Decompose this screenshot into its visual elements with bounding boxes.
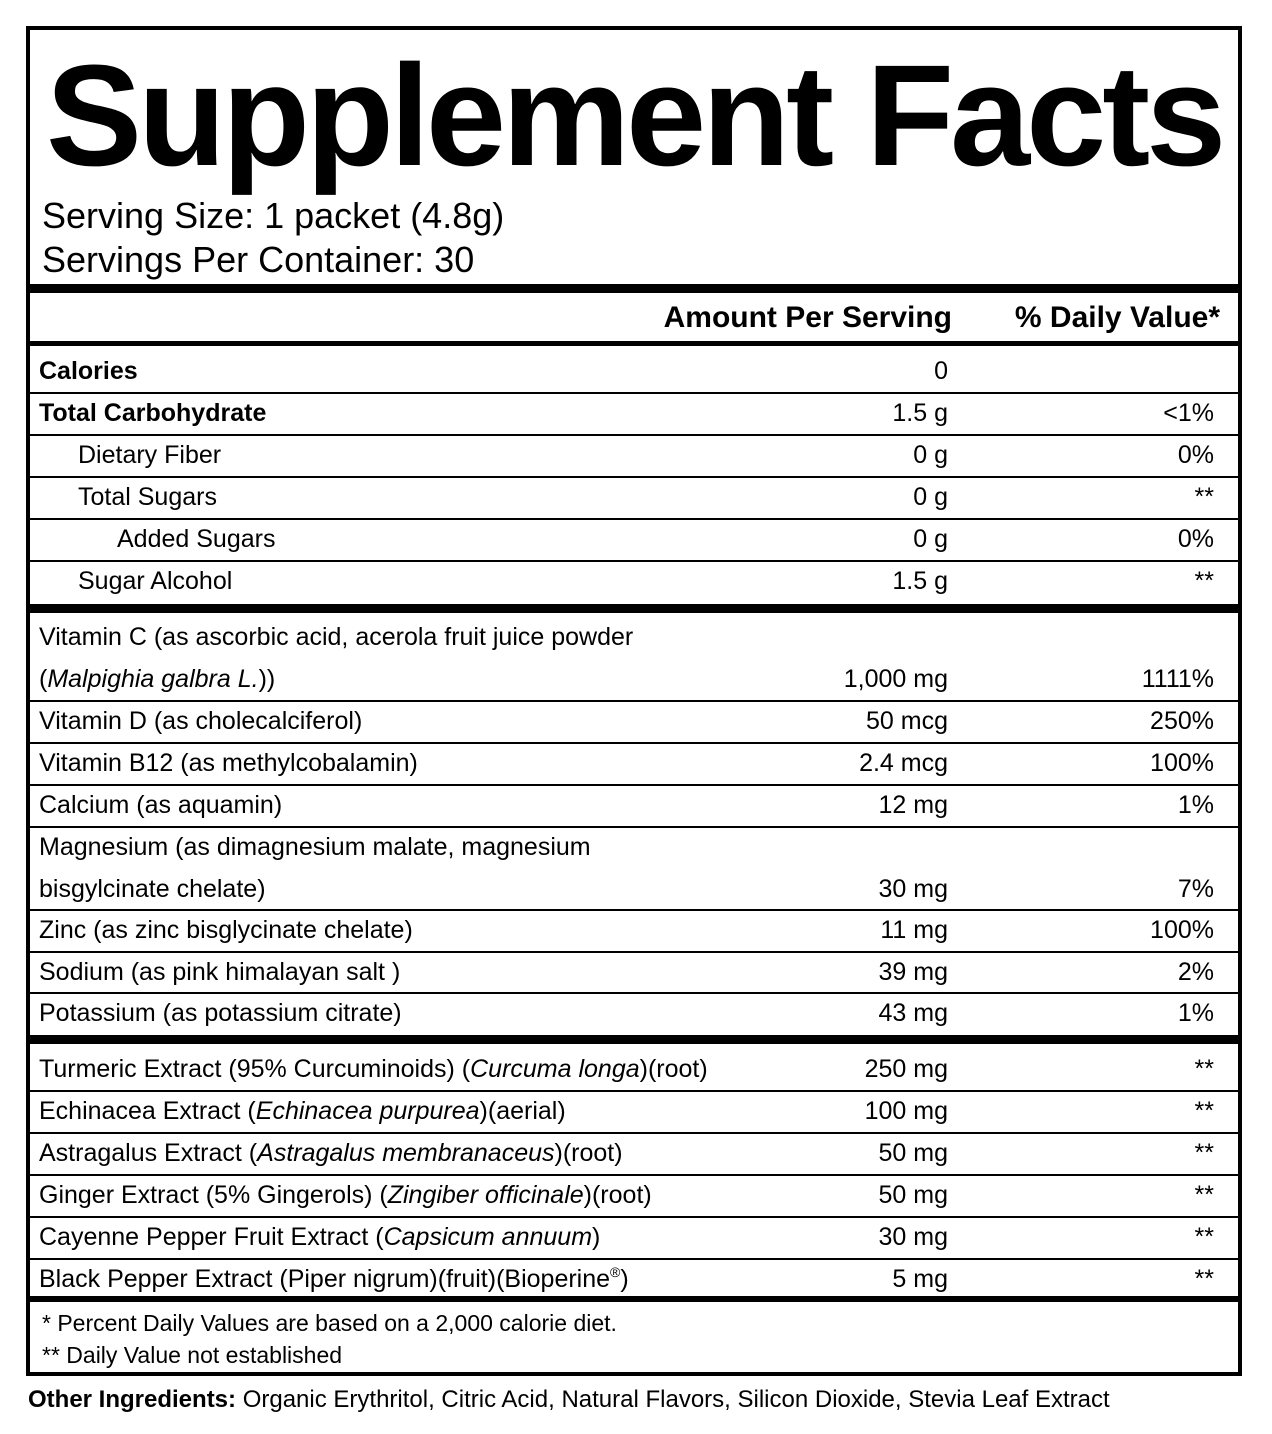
nutrient-amount: 1.5 g: [892, 567, 948, 595]
nutrient-daily-value: 0%: [1177, 525, 1214, 553]
nutrient-amount: 50 mcg: [866, 707, 948, 735]
nutrient-daily-value: 0%: [1177, 441, 1214, 469]
nutrient-name-line1: Vitamin C (as ascorbic acid, acerola fruit juice powder: [39, 623, 634, 651]
nutrient-row-vitamin-b12: [30, 743, 1238, 784]
nutrient-daily-value: 2%: [1177, 958, 1214, 986]
nutrient-amount: 11 mg: [880, 916, 948, 944]
ingredient-daily-value: **: [1194, 1139, 1214, 1167]
nutrient-name: Vitamin D (as cholecalciferol): [39, 707, 363, 735]
ingredient-amount: 250 mg: [864, 1055, 948, 1083]
nutrient-daily-value: <1%: [1163, 399, 1214, 427]
registered-mark: ®: [610, 1264, 621, 1280]
nutrient-amount: 1.5 g: [892, 399, 948, 427]
nutrient-name: Zinc (as zinc bisglycinate chelate): [39, 916, 413, 944]
nutrient-daily-value: 7%: [1177, 875, 1214, 903]
nutrient-name-line2: bisgylcinate chelate): [39, 875, 266, 903]
daily-value-header: % Daily Value*: [1014, 301, 1220, 334]
ingredient-amount: 50 mg: [878, 1181, 948, 1209]
nutrient-amount: 39 mg: [878, 958, 948, 986]
nutrient-amount: 0 g: [913, 525, 948, 553]
nutrient-daily-value: 1111%: [1141, 665, 1214, 693]
servings-per-container: Servings Per Container: 30: [42, 239, 475, 280]
supplement-facts-panel: [26, 26, 1242, 1376]
nutrient-amount: 30 mg: [878, 875, 948, 903]
nutrient-name: Vitamin B12 (as methylcobalamin): [39, 749, 418, 777]
nutrient-row-dietary-fiber: [30, 435, 1238, 476]
ingredient-daily-value: **: [1194, 1265, 1214, 1293]
nutrient-name: Potassium (as potassium citrate): [39, 999, 402, 1027]
ingredient-amount: 100 mg: [864, 1097, 948, 1125]
nutrient-row-zinc: [30, 910, 1238, 951]
ingredient-name: Turmeric Extract (95% Curcuminoids) (Curcuma longa)(root): [39, 1055, 708, 1083]
ingredient-row-black-pepper: [30, 1259, 1238, 1300]
nutrient-amount: 0 g: [913, 441, 948, 469]
ingredient-row-cayenne: [30, 1217, 1238, 1258]
nutrient-name: Total Carbohydrate: [39, 399, 267, 427]
ingredient-amount: 50 mg: [878, 1139, 948, 1167]
nutrient-daily-value: 250%: [1150, 707, 1214, 735]
ingredient-row-ginger: [30, 1175, 1238, 1216]
nutrient-name: Added Sugars: [117, 525, 276, 553]
ingredient-name: Ginger Extract (5% Gingerols) (Zingiber officinale)(root): [39, 1181, 652, 1209]
amount-per-serving-header: Amount Per Serving: [663, 301, 952, 334]
nutrient-amount: 43 mg: [878, 999, 948, 1027]
nutrient-row-potassium: [30, 993, 1238, 1034]
ingredient-row-turmeric: [30, 1049, 1238, 1090]
ingredient-name: Astragalus Extract (Astragalus membranaceus)(root): [39, 1139, 623, 1167]
nutrient-row-vitamin-d: [30, 701, 1238, 742]
ingredient-amount: 30 mg: [878, 1223, 948, 1251]
ingredient-name: Echinacea Extract (Echinacea purpurea)(aerial): [39, 1097, 566, 1125]
nutrient-row-magnesium: [30, 827, 1238, 909]
nutrient-amount: 1,000 mg: [843, 665, 948, 693]
nutrient-name: Sugar Alcohol: [78, 567, 233, 595]
nutrient-row-calories: [30, 351, 1238, 392]
nutrient-name: Calcium (as aquamin): [39, 791, 283, 819]
serving-size: Serving Size: 1 packet (4.8g): [42, 195, 505, 236]
nutrient-row-sodium: [30, 952, 1238, 993]
nutrient-amount: 2.4 mcg: [859, 749, 948, 777]
thick-divider: [30, 1296, 1238, 1302]
nutrient-name: Calories: [39, 357, 138, 385]
other-ingredients: [28, 1384, 1110, 1416]
nutrient-name-line1: Magnesium (as dimagnesium malate, magnesium: [39, 833, 591, 861]
nutrient-daily-value: 100%: [1150, 916, 1214, 944]
other-ingredients-text: Organic Erythritol, Citric Acid, Natural Flavors, Silicon Dioxide, Stevia Leaf Extract: [236, 1386, 1110, 1413]
nutrient-name: Dietary Fiber: [78, 441, 222, 469]
thick-divider: [30, 284, 1238, 293]
nutrient-daily-value: 1%: [1177, 999, 1214, 1027]
nutrient-row-total-sugars: [30, 477, 1238, 518]
nutrient-row-sugar-alcohol: [30, 561, 1238, 602]
header-divider: [30, 341, 1238, 346]
nutrient-name: Sodium (as pink himalayan salt ): [39, 958, 401, 986]
nutrient-daily-value: **: [1194, 567, 1214, 595]
ingredient-daily-value: **: [1194, 1055, 1214, 1083]
nutrient-daily-value: 100%: [1150, 749, 1214, 777]
nutrient-amount: 0: [934, 357, 948, 385]
ingredient-row-astragalus: [30, 1133, 1238, 1174]
nutrient-daily-value: **: [1194, 483, 1214, 511]
ingredient-amount: 5 mg: [892, 1265, 948, 1293]
thick-divider: [30, 1035, 1238, 1044]
nutrient-amount: 0 g: [913, 483, 948, 511]
nutrient-daily-value: 1%: [1177, 791, 1214, 819]
nutrient-name-line2: (Malpighia galbra L.)): [39, 665, 276, 693]
ingredient-daily-value: **: [1194, 1097, 1214, 1125]
nutrient-name: Total Sugars: [78, 483, 217, 511]
ingredient-row-echinacea: [30, 1091, 1238, 1132]
footnote-not-established: ** Daily Value not established: [42, 1342, 343, 1368]
nutrient-row-calcium: [30, 785, 1238, 826]
nutrient-row-total-carbohydrate: [30, 393, 1238, 434]
ingredient-name: Cayenne Pepper Fruit Extract (Capsicum annuum): [39, 1223, 601, 1251]
ingredient-daily-value: **: [1194, 1181, 1214, 1209]
footnote-daily-values: * Percent Daily Values are based on a 2,000 calorie diet.: [42, 1310, 617, 1336]
ingredient-daily-value: **: [1194, 1223, 1214, 1251]
thick-divider: [30, 604, 1238, 613]
nutrient-amount: 12 mg: [878, 791, 948, 819]
nutrient-row-added-sugars: [30, 519, 1238, 560]
ingredient-name: Black Pepper Extract (Piper nigrum)(fruit)(Bioperine®): [39, 1264, 629, 1293]
panel-title: Supplement Facts: [46, 35, 1223, 196]
other-ingredients-label: Other Ingredients:: [28, 1386, 237, 1413]
nutrient-row-vitamin-c: [30, 617, 1238, 701]
